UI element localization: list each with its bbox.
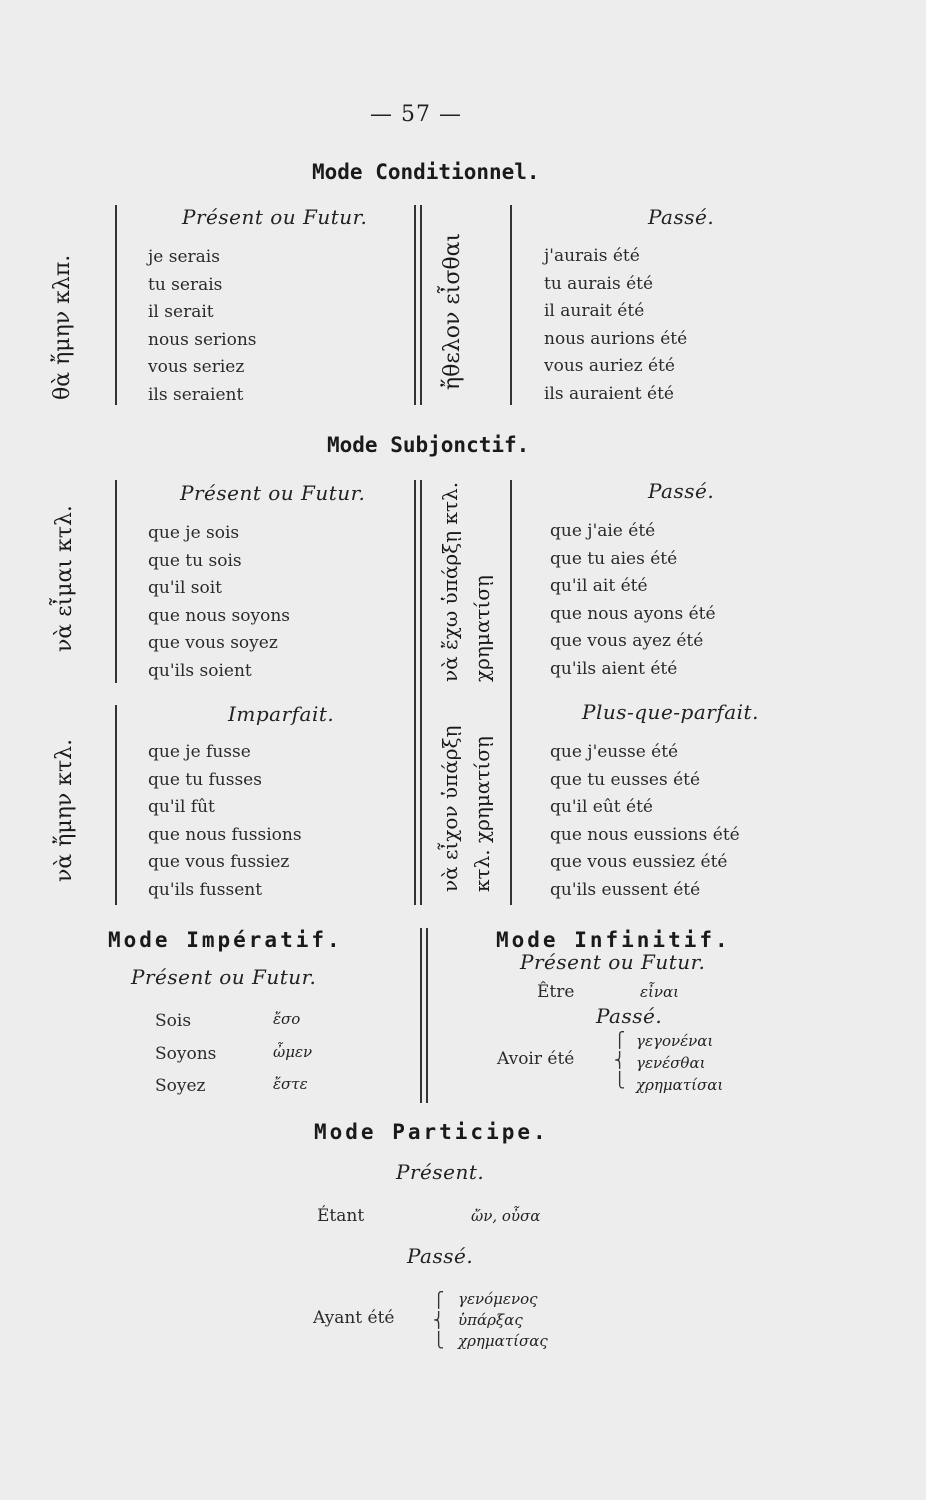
list-item: que nous fussions — [148, 824, 302, 845]
list-item: qu'ils fussent — [148, 879, 263, 900]
list-item: que nous soyons — [148, 605, 291, 626]
participe-title: Mode Participe. — [314, 1120, 549, 1144]
list-item: que j'eusse été — [550, 742, 679, 762]
list-item: que vous fussiez — [148, 852, 290, 872]
participe-ayant-ete: Ayant été — [313, 1308, 395, 1328]
divider — [510, 205, 512, 405]
list-item: que nous ayons été — [550, 603, 716, 624]
participe-passe-gr: ὑπάρξας — [458, 1311, 523, 1329]
list-item: ils auraient été — [544, 383, 674, 404]
list-item: que vous soyez — [148, 633, 278, 653]
divider — [420, 928, 422, 1103]
list-item: que nous eussions été — [550, 824, 740, 845]
participe-etant: Étant — [317, 1206, 365, 1226]
list-item: nous aurions été — [544, 328, 688, 349]
list-item: tu aurais été — [544, 273, 654, 294]
divider — [510, 480, 512, 905]
list-item: que vous eussiez été — [550, 852, 728, 872]
participe-etant-gr: ὤν, οὖσα — [471, 1207, 541, 1225]
divider — [115, 705, 117, 905]
infinitif-passe-gr: γεγονέναι — [636, 1032, 714, 1050]
list-item: que vous ayez été — [550, 631, 704, 651]
subjonctif-imparfait-label: Imparfait. — [228, 702, 335, 726]
conditionnel-present-list — [148, 244, 257, 409]
subjonctif-pqp-list — [550, 739, 740, 904]
list-item: que tu sois — [148, 550, 242, 571]
list-item: il serait — [148, 302, 214, 322]
page-number: — 57 — — [370, 102, 462, 127]
imperatif-row-gr: ἔσο — [273, 1010, 301, 1028]
infinitif-passe-gr: γενέσθαι — [636, 1054, 706, 1072]
list-item: que j'aie été — [550, 521, 656, 541]
subjonctif-passe-list — [550, 518, 716, 683]
conditionnel-present-label: Présent ou Futur. — [182, 205, 368, 229]
subjonctif-imparfait-list — [148, 739, 302, 904]
conditionnel-passe-label: Passé. — [648, 205, 715, 229]
subjonctif-greek-left-imparfait: νὰ ἤμην κτλ. — [52, 738, 77, 882]
subjonctif-greek-left-present: νὰ εἶμαι κτλ. — [52, 505, 77, 652]
subjonctif-greek-mid-4: κτλ. χρηματίσῃ — [470, 736, 494, 892]
brace: ⎧ ⎨ ⎩ — [614, 1031, 626, 1089]
imperatif-row-fr: Soyez — [155, 1076, 206, 1096]
infinitif-avoir-ete: Avoir été — [497, 1049, 575, 1069]
list-item: que tu fusses — [148, 769, 262, 790]
list-item: que je sois — [148, 523, 240, 543]
list-item: vous seriez — [148, 357, 245, 377]
brace: ⎧ ⎨ ⎩ — [433, 1291, 445, 1349]
divider — [426, 928, 428, 1103]
subjonctif-present-list — [148, 520, 290, 685]
conditionnel-title: Mode Conditionnel. — [312, 160, 540, 184]
infinitif-passe-label: Passé. — [596, 1004, 663, 1028]
participe-passe-gr: γενόμενος — [458, 1290, 538, 1308]
imperatif-row-gr: ἔστε — [273, 1075, 308, 1093]
list-item: vous auriez été — [544, 356, 675, 376]
imperatif-row-gr: ὦμεν — [273, 1043, 313, 1061]
subjonctif-present-label: Présent ou Futur. — [180, 481, 366, 505]
subjonctif-greek-mid-2: χρηματίσῃ — [470, 575, 494, 682]
list-item: nous serions — [148, 329, 257, 350]
conditionnel-passe-list — [544, 243, 687, 408]
infinitif-etre-gr: εἶναι — [640, 983, 680, 1001]
subjonctif-title: Mode Subjonctif. — [327, 433, 530, 457]
imperatif-title: Mode Impératif. — [108, 928, 343, 952]
list-item: qu'ils eussent été — [550, 879, 701, 900]
list-item: qu'il ait été — [550, 576, 648, 596]
list-item: qu'il fût — [148, 797, 215, 817]
divider — [115, 480, 117, 683]
divider — [414, 480, 416, 905]
list-item: que je fusse — [148, 742, 251, 762]
imperatif-label: Présent ou Futur. — [131, 965, 317, 989]
infinitif-title: Mode Infinitif. — [496, 928, 731, 952]
list-item: que tu eusses été — [550, 769, 701, 790]
list-item: ils seraient — [148, 384, 244, 405]
conditionnel-greek-middle: ἤθελον εἶσθαι — [440, 232, 465, 390]
list-item: qu'il eût été — [550, 797, 653, 817]
subjonctif-passe-label: Passé. — [648, 479, 715, 503]
list-item: qu'il soit — [148, 578, 223, 598]
list-item: que tu aies été — [550, 548, 678, 569]
subjonctif-pqp-label: Plus-que-parfait. — [582, 700, 759, 724]
divider — [420, 205, 422, 405]
list-item: j'aurais été — [544, 246, 640, 266]
list-item: je serais — [148, 247, 220, 267]
infinitif-present-label: Présent ou Futur. — [520, 950, 706, 974]
conditionnel-greek-left: θὰ ἤμην κλπ. — [50, 254, 75, 400]
infinitif-etre: Être — [537, 982, 575, 1002]
list-item: tu serais — [148, 274, 223, 295]
imperatif-row-fr: Sois — [155, 1011, 192, 1031]
list-item: qu'ils soient — [148, 660, 252, 681]
infinitif-passe-gr: χρηματίσαι — [636, 1076, 724, 1094]
divider — [414, 205, 416, 405]
divider — [420, 480, 422, 905]
list-item: qu'ils aient été — [550, 658, 678, 679]
participe-present-label: Présent. — [396, 1160, 485, 1184]
subjonctif-greek-mid-1: νὰ ἔχω ὑπάρξῃ κτλ. — [438, 481, 462, 682]
list-item: il aurait été — [544, 301, 645, 321]
participe-passe-label: Passé. — [407, 1244, 474, 1268]
participe-passe-gr: χρηματίσας — [458, 1332, 548, 1350]
divider — [115, 205, 117, 405]
imperatif-row-fr: Soyons — [155, 1044, 217, 1064]
subjonctif-greek-mid-3: νὰ εἶχον ὑπάρξῃ — [438, 725, 462, 892]
